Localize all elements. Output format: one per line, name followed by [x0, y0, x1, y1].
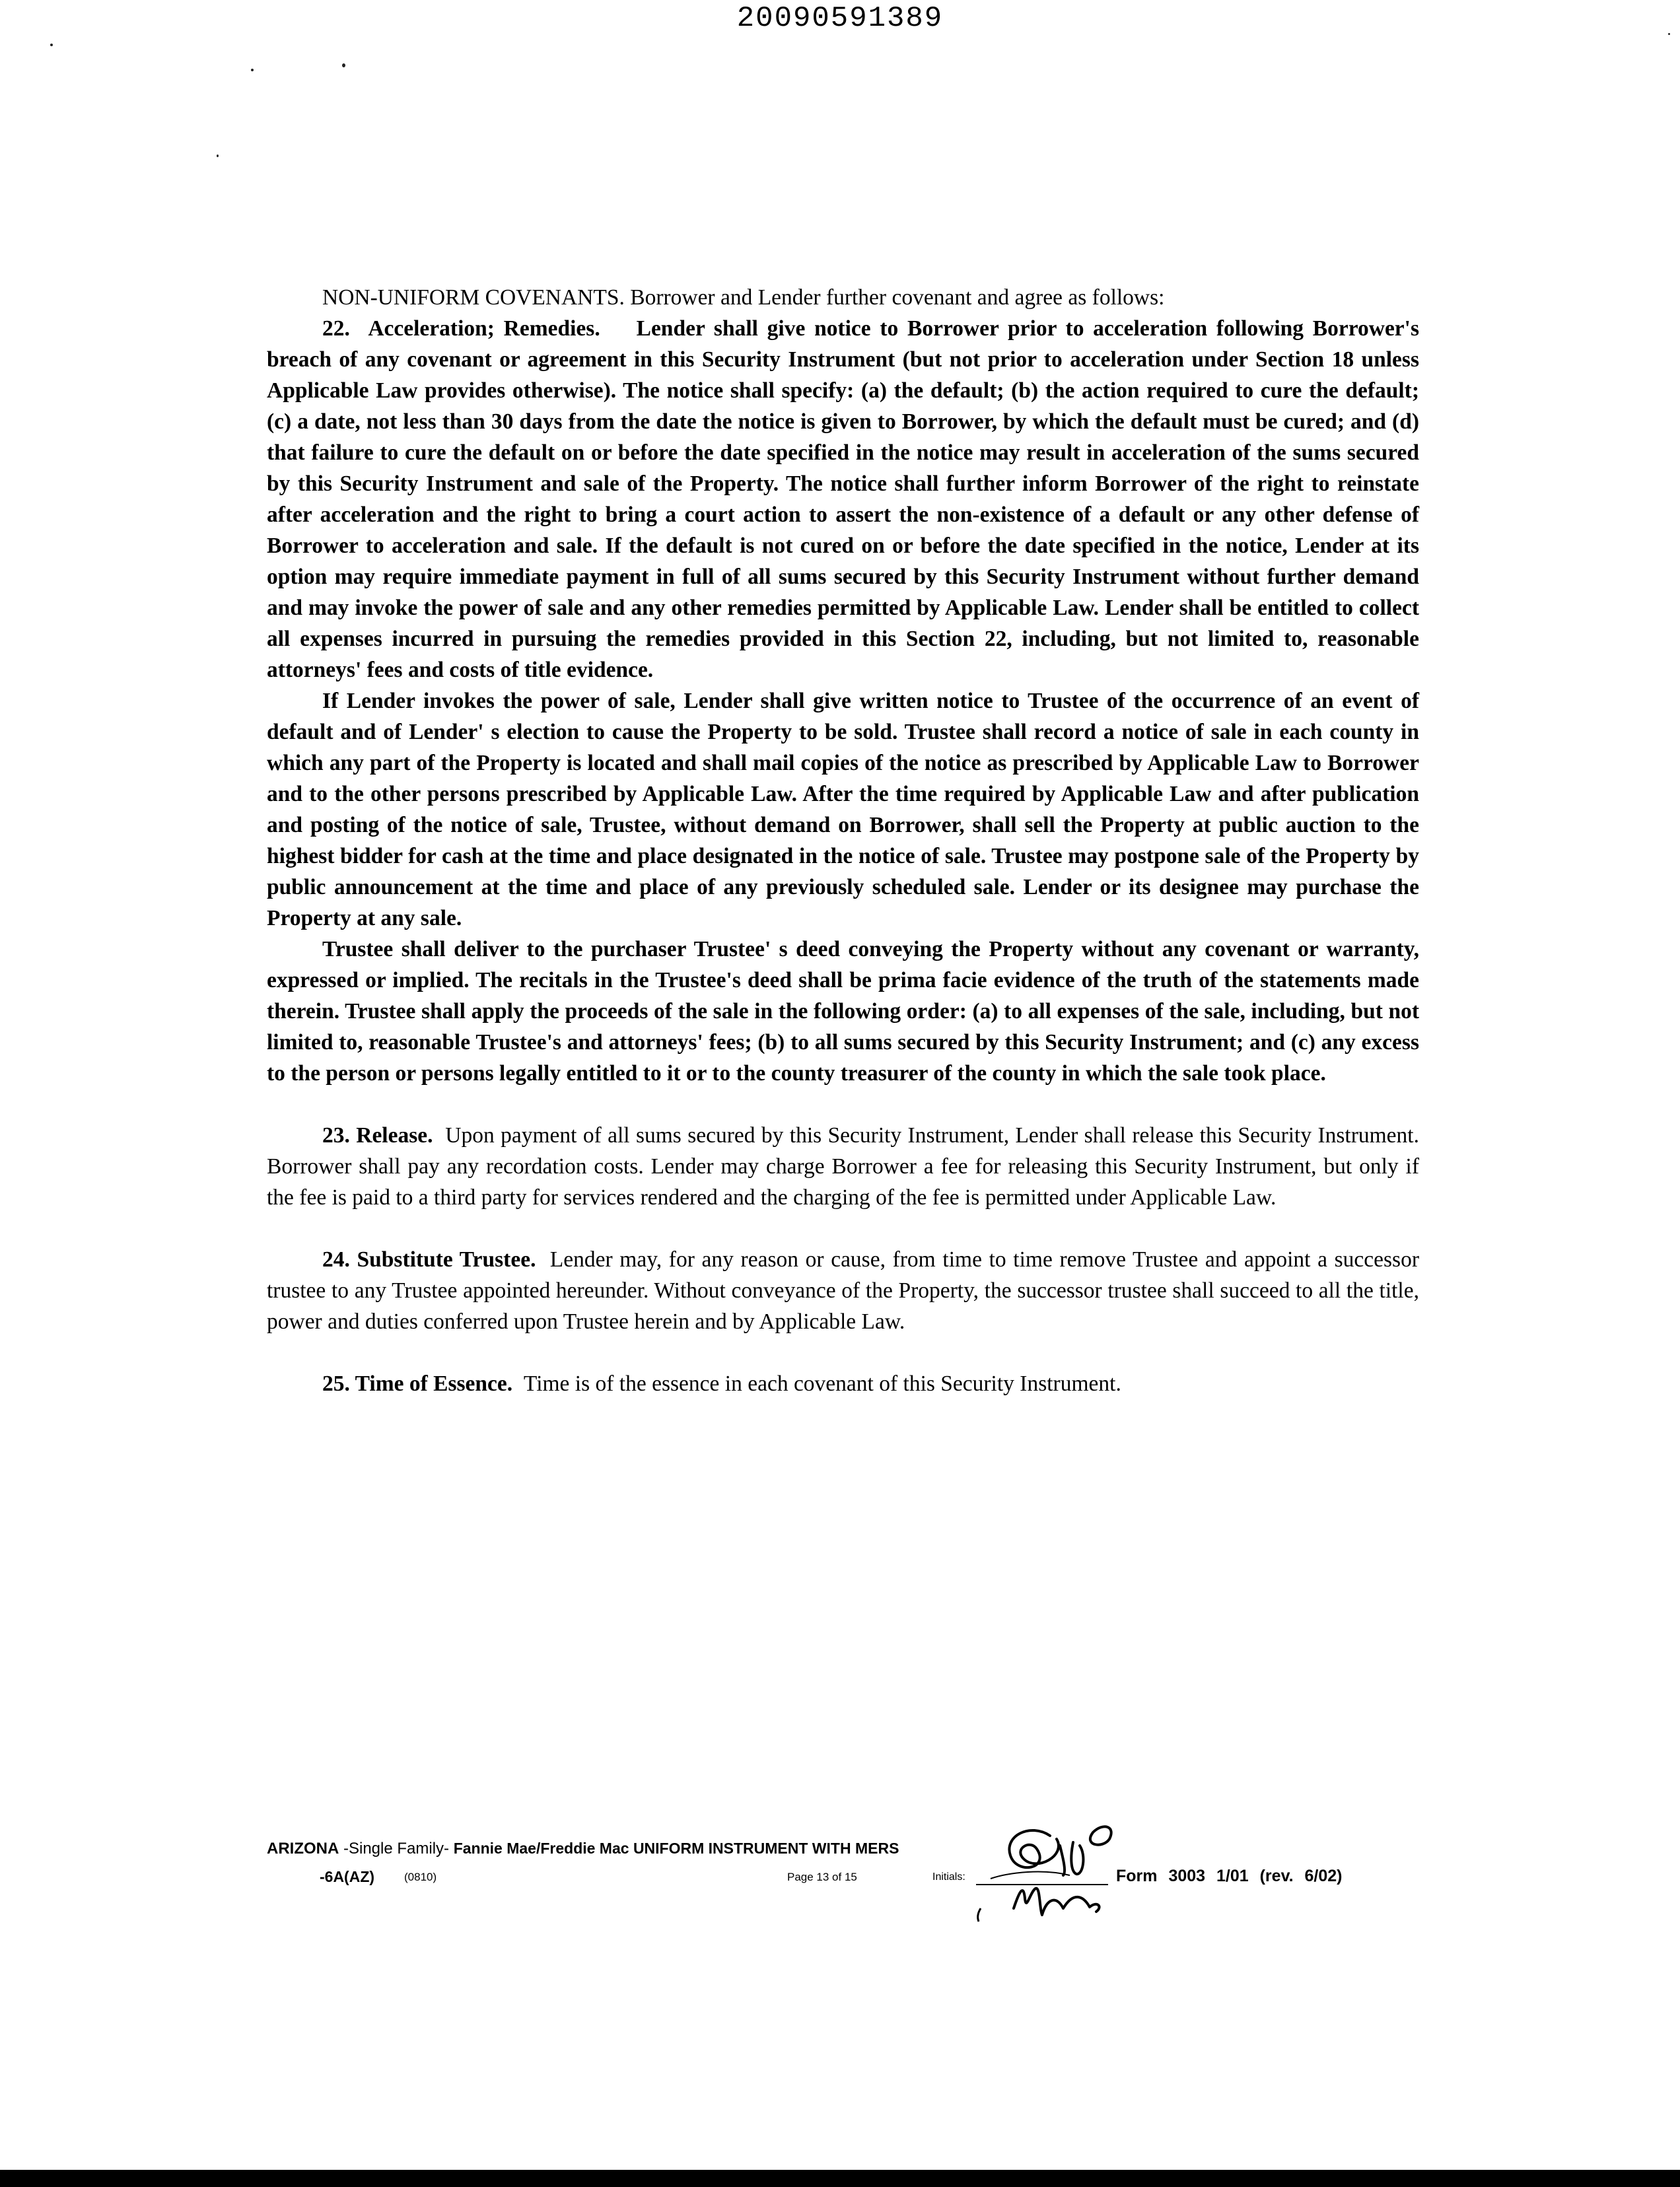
section-23-paragraph — [267, 1120, 1419, 1213]
scan-speck — [342, 63, 345, 67]
scan-bottom-edge — [0, 2170, 1680, 2187]
section-24-heading: 24. Substitute Trustee. — [322, 1247, 536, 1272]
footer-page: Page 13 of 15 — [787, 1871, 857, 1883]
section-22-text: Lender shall give notice to Borrower prior to acceleration following Borrower's breach of any covenant or agreement in this Security Instrument (but not prior to acceleration under Section 18 unless Applicable Law provides otherwise). The notice shall specify: (a) the default; (b) the action required to cure the default; (c) a date, not less than 30 days from the date the notice is given to Borrower, by which the default must be cured; and (d) that failure to cure the default on or before the date specified in the notice may result in acceleration of the sums secured by this Security Instrument and sale of the Property. The notice shall further inform Borrower of the right to reinstate after acceleration and the right to bring a court action to assert the non-existence of a default or any other defense of Borrower to acceleration and sale. If the default is not cured on or before the date specified in the notice, Lender at its option may require immediate payment in full of all sums secured by this Security Instrument without further demand and may invoke the power of sale and any other remedies permitted by Applicable Law. Lender shall be entitled to collect all expenses incurred in pursuing the remedies provided in this Section 22, including, but not limited to, reasonable attorneys' fees and costs of title evidence. — [267, 316, 1420, 682]
scan-speck — [217, 155, 219, 157]
footer-instrument: Fannie Mae/Freddie Mac UNIFORM INSTRUMENT WITH MERS — [453, 1840, 899, 1857]
section-22-heading: Acceleration; Remedies. — [368, 316, 600, 341]
scan-speck — [50, 44, 53, 46]
footer-line-1 — [267, 1838, 899, 1859]
section-23-heading: 23. Release. — [322, 1123, 433, 1148]
footer-family: -Single Family- — [343, 1840, 450, 1857]
section-25-text: Time is of the essence in each covenant of this Security Instrument. — [523, 1371, 1121, 1396]
section-22-paragraph-1 — [267, 313, 1419, 685]
intro-paragraph: NON-UNIFORM COVENANTS. Borrower and Lender further covenant and agree as follows: — [322, 285, 1165, 310]
initials-signature — [951, 1809, 1123, 1935]
section-23-text: Upon payment of all sums secured by this Security Instrument, Lender shall release this Security Instrument. Borrower shall pay any recordation costs. Lender may charge Borrower a fee for releasing this Security Instrument, but only if the fee is paid to a third party for services rendered and the charging of the fee is permitted under Applicable Law. — [267, 1123, 1419, 1210]
section-25-paragraph — [267, 1368, 1419, 1399]
footer-initials-label: Initials: — [932, 1871, 965, 1883]
section-24-text: Lender may, for any reason or cause, from time to time remove Trustee and appoint a successor trustee to any Trustee appointed hereunder. Without conveyance of the Property, the successor trustee shall succeed to all the title, power and duties conferred upon Trustee herein and by Applicable Law. — [267, 1247, 1419, 1334]
section-22-paragraph-2: If Lender invokes the power of sale, Lender shall give written notice to Trustee of the occurrence of an event of default and of Lender' s election to cause the Property to be sold. Trustee shall record a notice of sale in each county in which any part of the Property is located and shall mail copies of the notice as prescribed by Applicable Law to Borrower and to the other persons prescribed by Applicable Law. After the time required by Applicable Law and after publication and posting of the notice of sale, Trustee, without demand on Borrower, shall sell the Property at public auction to the highest bidder for cash at the time and place designated in the notice of sale. Trustee may postpone sale of the Property by public announcement at the time and place of any previously scheduled sale. Lender or its designee may purchase the Property at any sale. — [267, 689, 1419, 930]
footer-form-version: (0810) — [404, 1871, 437, 1883]
section-25-heading: 25. Time of Essence. — [322, 1371, 513, 1396]
section-22-paragraph-3: Trustee shall deliver to the purchaser Trustee' s deed conveying the Property without any covenant or warranty, expressed or implied. The recitals in the Trustee's deed shall be prima facie evidence of the truth of the statements made therein. Trustee shall apply the proceeds of the sale in the following order: (a) to all expenses of the sale, including, but not limited to, reasonable Trustee's and attorneys' fees; (b) to all sums secured by this Security Instrument; and (c) any excess to the person or persons legally entitled to it or to the county treasurer of the county in which the sale took place. — [267, 937, 1419, 1086]
scan-speck — [251, 69, 254, 71]
section-24-paragraph — [267, 1244, 1419, 1337]
footer-form-number: Form 3003 1/01 (rev. 6/02) — [1116, 1867, 1343, 1885]
document-body — [267, 282, 1419, 1399]
scan-speck — [1668, 33, 1670, 35]
section-22-number: 22. — [322, 316, 350, 341]
footer-form-code: -6A(AZ) — [320, 1868, 375, 1885]
document-number: 20090591389 — [736, 2, 944, 35]
footer-state: ARIZONA — [267, 1840, 339, 1857]
